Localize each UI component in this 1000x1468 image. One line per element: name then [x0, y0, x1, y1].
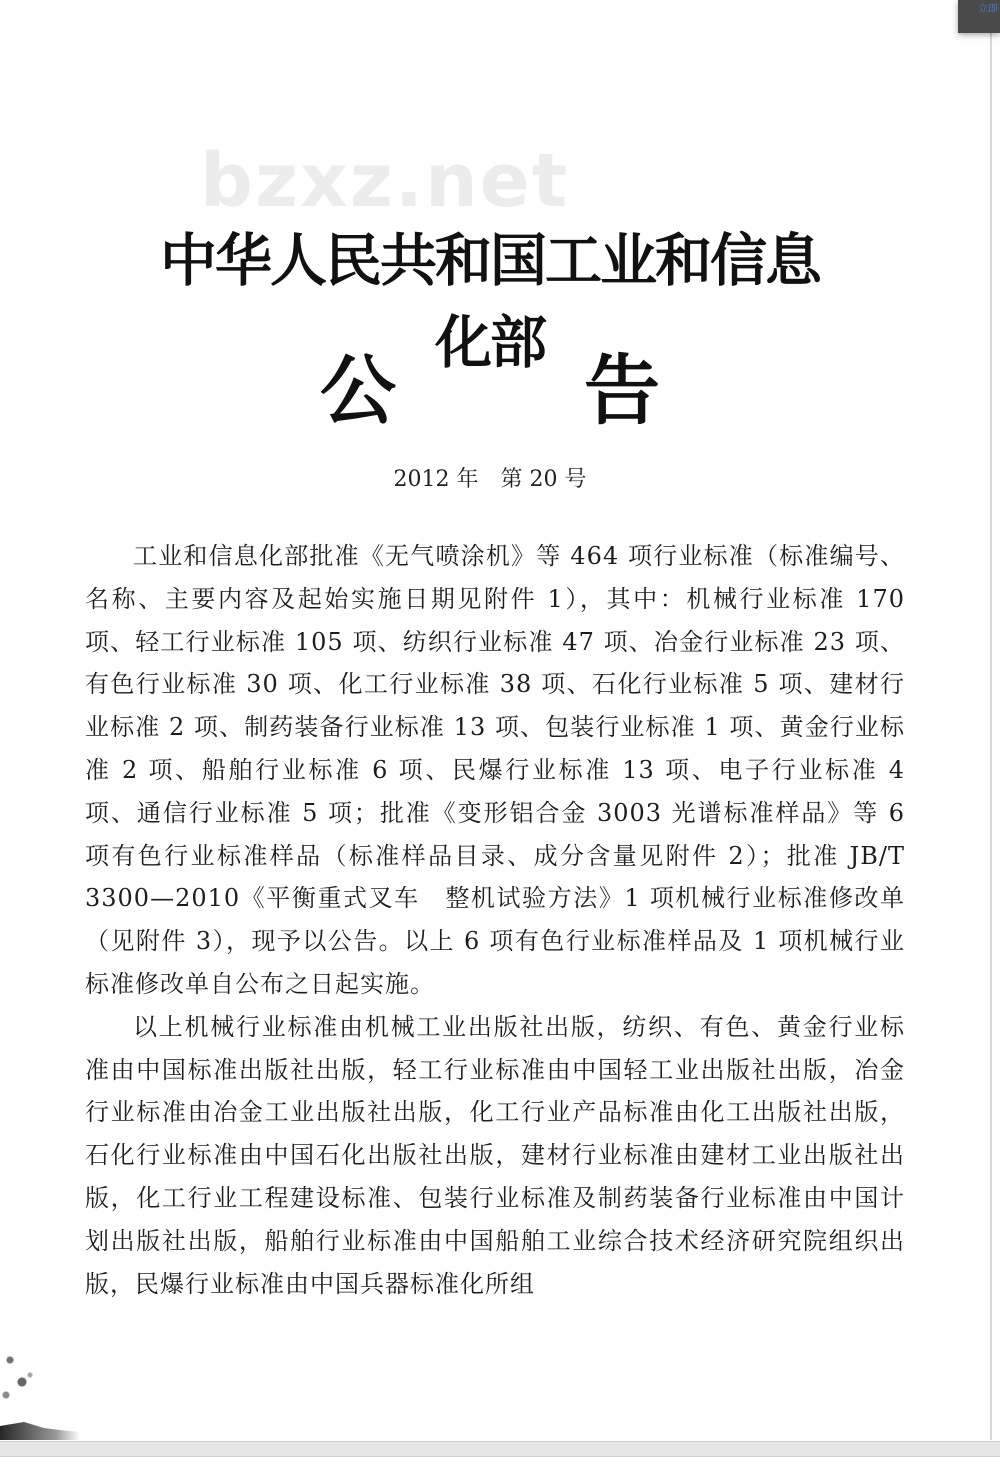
download-tab-button[interactable]: [958, 0, 1000, 33]
ministry-title: 中华人民共和国工业和信息化部: [160, 227, 820, 376]
page-separator: [0, 1441, 1000, 1457]
notice-title: [320, 330, 660, 439]
paragraph-approval: 工业和信息化部批准《无气喷涂机》等 464 项行业标准（标准编号、名称、主要内容及起始实施日期见附件 1），其中：机械行业标准 170 项、轻工行业标准 105 项、纺织行业标准 47 项、冶金行业标准 23 项、有色行业标准 30 项、化工行业标准 38 项、石化行业标准 5 项、建材行业标准 2 项、制药装备行业标准 13 项、包装行业标准 1 项、黄金行业标准 2 项、船舶行业标准 6 项、民爆行业标准 13 项、电子行业标准 4 项、通信行业标准 5 项；批准《变形铝合金 3003 光谱标准样品》等 6 项有色行业标准样品（标准样品目录、成分含量见附件 2）；批准 JB/T 3300—2010《平衡重式叉车 整机试验方法》1 项机械行业标准修改单（见附件 3），现予以公告。以上 6 项有色行业标准样品及 1 项机械行业标准修改单自公布之日起实施。: [85, 542, 905, 998]
download-tab-label: 立即: [978, 4, 998, 15]
paragraph-publishers: 以上机械行业标准由机械工业出版社出版，纺织、有色、黄金行业标准由中国标准出版社出版，轻工行业标准由中国轻工业出版社出版，冶金行业标准由冶金工业出版社出版，化工行业产品标准由化工出版社出版，石化行业标准由中国石化出版社出版，建材行业标准由建材工业出版社出版，化工行业工程建设标准、包装行业标准及制药装备行业标准由中国计划出版社出版，船舶行业标准由中国船舶工业综合技术经济研究院组织出版，民爆行业标准由中国兵器标准化所组: [85, 1012, 905, 1298]
notice-char-2: 告: [584, 346, 660, 435]
watermark: bzxz.net: [200, 138, 570, 224]
notice-char-1: 公: [320, 346, 396, 435]
issue-number: 2012 年 第 20 号: [393, 467, 587, 492]
notice-body: [85, 535, 905, 1305]
scan-noise: [0, 1320, 90, 1440]
